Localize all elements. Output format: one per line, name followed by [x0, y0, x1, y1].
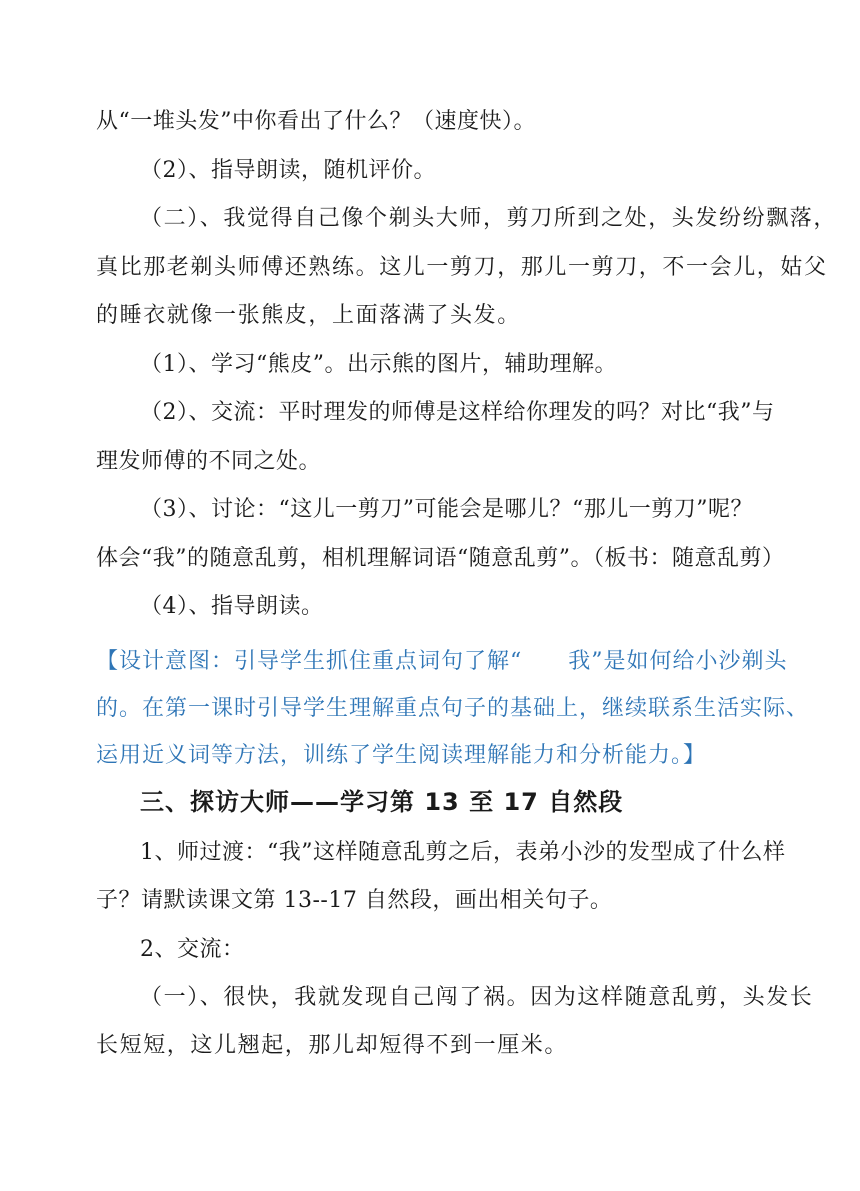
paragraph-line: 理发师傅的不同之处。 [96, 449, 322, 474]
paragraph-line: 1、师过渡：“我”这样随意乱剪之后，表弟小沙的发型成了什么样 [140, 840, 786, 865]
paragraph-line: 从“一堆头发”中你看出了什么？（速度快）。 [96, 109, 536, 134]
paragraph-line: （1）、学习“熊皮”。出示熊的图片，辅助理解。 [140, 352, 617, 377]
paragraph-line: 真比那老剃头师傅还熟练。这儿一剪刀，那儿一剪刀，不一会儿，姑父 [96, 255, 828, 280]
paragraph-line: 长短短，这儿翘起，那儿却短得不到一厘米。 [96, 1033, 569, 1058]
paragraph-line: 体会“我”的随意乱剪，相机理解词语“随意乱剪”。（板书：随意乱剪） [96, 546, 785, 571]
section-heading: 三、探访大师——学习第 13 至 17 自然段 [140, 788, 624, 816]
paragraph-line: 2、交流： [140, 937, 245, 962]
paragraph-line: （4）、指导朗读。 [140, 594, 324, 619]
design-note-line: 的。在第一课时引导学生理解重点句子的基础上，继续联系生活实际、 [96, 696, 810, 721]
paragraph-line: （3）、讨论：“这儿一剪刀”可能会是哪儿？“那儿一剪刀”呢？ [140, 497, 753, 522]
design-note-line: 【设计意图：引导学生抓住重点词句了解“ 我”是如何给小沙剃头 [96, 649, 788, 674]
paragraph-line: （一）、很快，我就发现自己闯了祸。因为这样随意乱剪，头发长 [140, 985, 814, 1010]
paragraph-line: 子？请默读课文第 13--17 自然段，画出相关句子。 [96, 888, 613, 913]
paragraph-line: （2）、交流：平时理发的师傅是这样给你理发的吗？对比“我”与 [140, 400, 775, 425]
paragraph-line: 的睡衣就像一张熊皮，上面落满了头发。 [96, 303, 521, 328]
design-note-line: 运用近义词等方法，训练了学生阅读理解能力和分析能力。】 [96, 743, 707, 768]
paragraph-line: （2）、指导朗读，随机评价。 [140, 158, 436, 183]
paragraph-line: （二）、我觉得自己像个剃头大师，剪刀所到之处，头发纷纷飘落， [140, 206, 838, 231]
